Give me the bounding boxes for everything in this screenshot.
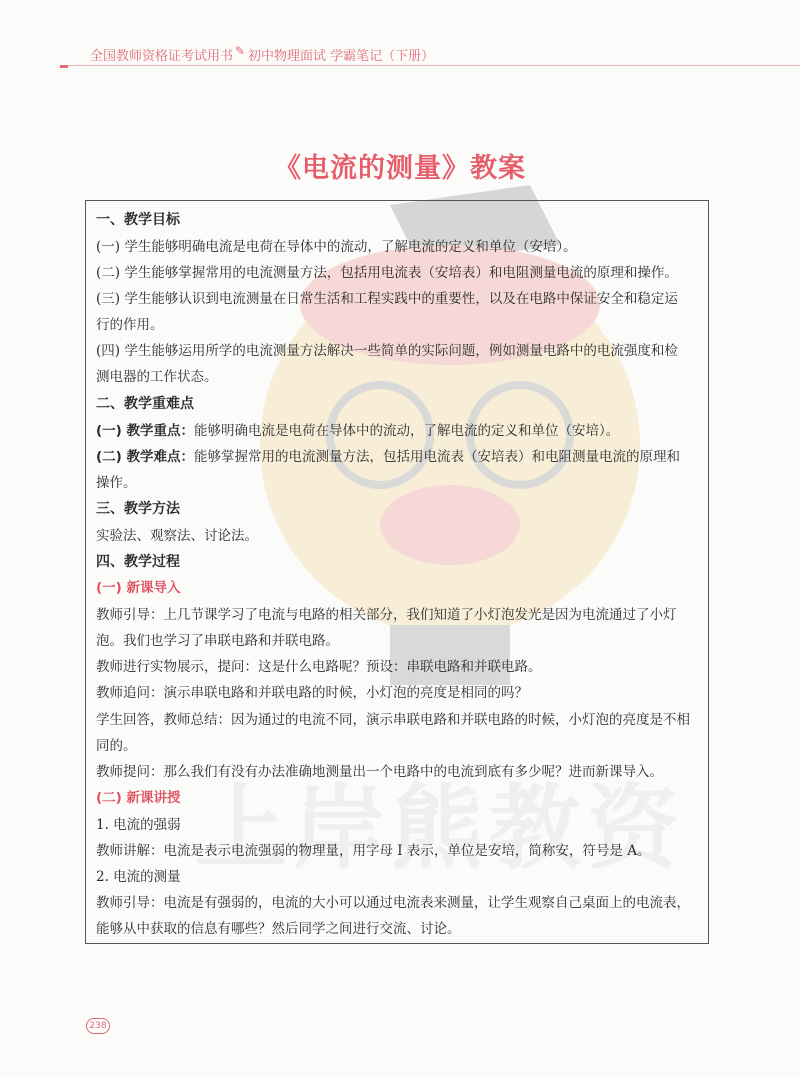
key-point-line: [96, 421, 706, 441]
subheading-introduction: (一) 新课导入: [96, 580, 181, 596]
objective-3-cont: 行的作用。: [96, 317, 164, 333]
difficulty-cont: 操作。: [96, 475, 137, 491]
difficulty-text: 能够掌握常用的电流测量方法，包括用电流表（安培表）和电阻测量电流的原理和: [194, 449, 681, 465]
topic-2-heading: 2. 电流的测量: [96, 869, 181, 885]
process-line-5: 学生回答，教师总结：因为通过的电流不同，演示串联电路和并联电路的时候，小灯泡的亮度是不相: [96, 712, 690, 728]
process-line-6: 同的。: [96, 738, 137, 754]
pencil-icon: ✎: [235, 44, 246, 58]
key-point-label: (一) 教学重点：: [96, 423, 195, 439]
section-heading-process: 四、教学过程: [96, 554, 180, 570]
process-line-1: 教师引导：上几节课学习了电流与电路的相关部分，我们知道了小灯泡发光是因为电流通过了小灯: [96, 607, 677, 623]
topic-2-text-cont: 能够从中获取的信息有哪些？然后同学之间进行交流、讨论。: [96, 921, 461, 937]
objective-2: (二) 学生能够掌握常用的电流测量方法，包括用电流表（安培表）和电阻测量电流的原理和操作。: [96, 265, 678, 281]
header-accent-bar: [60, 65, 68, 68]
book-series-title: 全国教师资格证考试用书: [90, 49, 234, 64]
topic-1-text: 教师讲解：电流是表示电流强弱的物理量，用字母 I 表示，单位是安培，简称安，符号是 A。: [96, 843, 651, 859]
subheading-new-lesson: (二) 新课讲授: [96, 790, 181, 806]
topic-1-heading: 1. 电流的强弱: [96, 817, 181, 833]
objective-1: (一) 学生能够明确电流是电荷在导体中的流动，了解电流的定义和单位（安培）。: [96, 239, 577, 255]
objective-4-cont: 测电器的工作状态。: [96, 369, 218, 385]
objective-3: (三) 学生能够认识到电流测量在日常生活和工程实践中的重要性，以及在电路中保证安全和稳定运: [96, 291, 678, 307]
running-header: [60, 38, 800, 68]
section-heading-key-points: 二、教学重难点: [96, 396, 194, 412]
process-line-7: 教师提问：那么我们有没有办法准确地测量出一个电路中的电流到底有多少呢？进而新课导入。: [96, 764, 663, 780]
process-line-3: 教师进行实物展示，提问：这是什么电路呢？预设：串联电路和并联电路。: [96, 659, 542, 675]
difficulty-label: (二) 教学难点：: [96, 449, 195, 465]
process-line-2: 泡。我们也学习了串联电路和并联电路。: [96, 633, 339, 649]
page-number: 238: [86, 1018, 110, 1034]
difficulty-line: [96, 447, 706, 467]
key-point-text: 能够明确电流是电荷在导体中的流动，了解电流的定义和单位（安培）。: [194, 423, 620, 439]
topic-2-text: 教师引导：电流是有强弱的，电流的大小可以通过电流表来测量，让学生观察自己桌面上的电流表，: [96, 895, 690, 911]
book-subtitle: 初中物理面试 学霸笔记（下册）: [248, 49, 435, 64]
section-heading-methods: 三、教学方法: [96, 501, 180, 517]
section-heading-objectives: 一、教学目标: [96, 212, 180, 228]
process-line-4: 教师追问：演示串联电路和并联电路的时候，小灯泡的亮度是相同的吗？: [96, 685, 528, 701]
objective-4: (四) 学生能够运用所学的电流测量方法解决一些简单的实际问题，例如测量电路中的电流强度和检: [96, 343, 678, 359]
header-rule: [60, 65, 800, 66]
methods-text: 实验法、观察法、讨论法。: [96, 528, 258, 544]
page-title: 《电流的测量》教案: [274, 153, 526, 184]
